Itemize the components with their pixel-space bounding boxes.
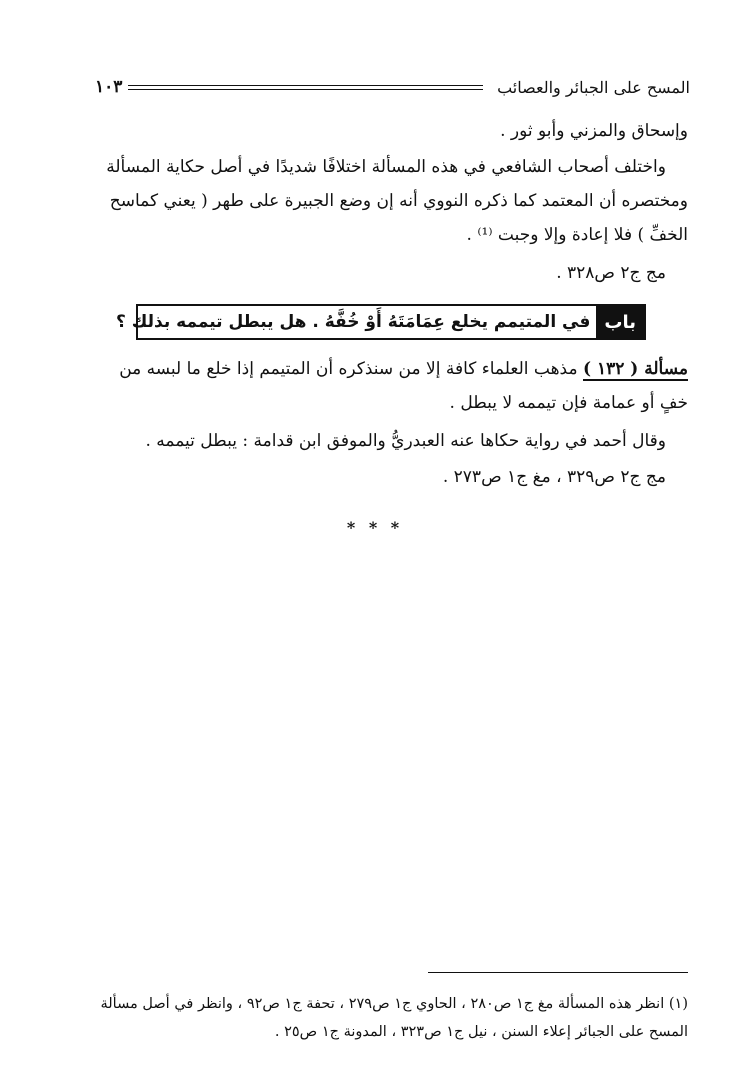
chapter-title: في المتيمم يخلع عِمَامَتَهُ أَوْ خُفَّهُ . هل يبطل تيممه بذلك ؟ [116, 312, 591, 332]
paragraph-2: واختلف أصحاب الشافعي في هذه المسألة اختلافًا شديدًا في أصل حكاية المسألة ومختصره أن المعتمد كما ذكره النووي أنه إن وضع الجبيرة على طهر ( يعني كماسح الخفِّ ) فلا إعادة وإلا وجبت ⁽¹⁾ . [106, 157, 688, 245]
chapter-label: باب [596, 306, 644, 338]
footnote-rule [428, 972, 688, 973]
reference-1: مج ج٢ ص٣٢٨ . [556, 263, 666, 283]
chapter-heading-box [116, 304, 646, 340]
issue-label: مسألة ( ١٣٢ ) [582, 359, 688, 379]
footnote: (١) انظر هذه المسألة مغ ج١ ص٢٨٠ ، الحاوي ج١ ص٢٧٩ ، تحفة ج١ ص٩٢ ، وانظر في أصل مسألة المسح على الجبائر إعلاء السنن ، نيل ج١ ص٣٢٣ ، المدونة ج١ ص٢٥ . [100, 996, 688, 1040]
issue-paragraph [90, 352, 688, 420]
page-number: ١٠٣ [95, 77, 123, 97]
issue-text: مذهب العلماء كافة إلا من سنذكره أن المتيمم إذا خلع ما لبسه من خفٍ أو عمامة فإن تيممه لا يبطل . [119, 359, 688, 413]
section-separator: * * * [346, 518, 404, 537]
paragraph-5: وقال أحمد في رواية حكاها عنه العبدريُّ والموفق ابن قدامة : يبطل تيممه . [145, 431, 666, 451]
header-rule [128, 85, 483, 90]
paragraph-1: وإسحاق والمزني وأبو ثور . [500, 121, 688, 141]
page-header [95, 74, 690, 100]
reference-2: مج ج٢ ص٣٢٩ ، مغ ج١ ص٢٧٣ . [442, 467, 666, 487]
running-title: المسح على الجبائر والعصائب [497, 77, 690, 97]
